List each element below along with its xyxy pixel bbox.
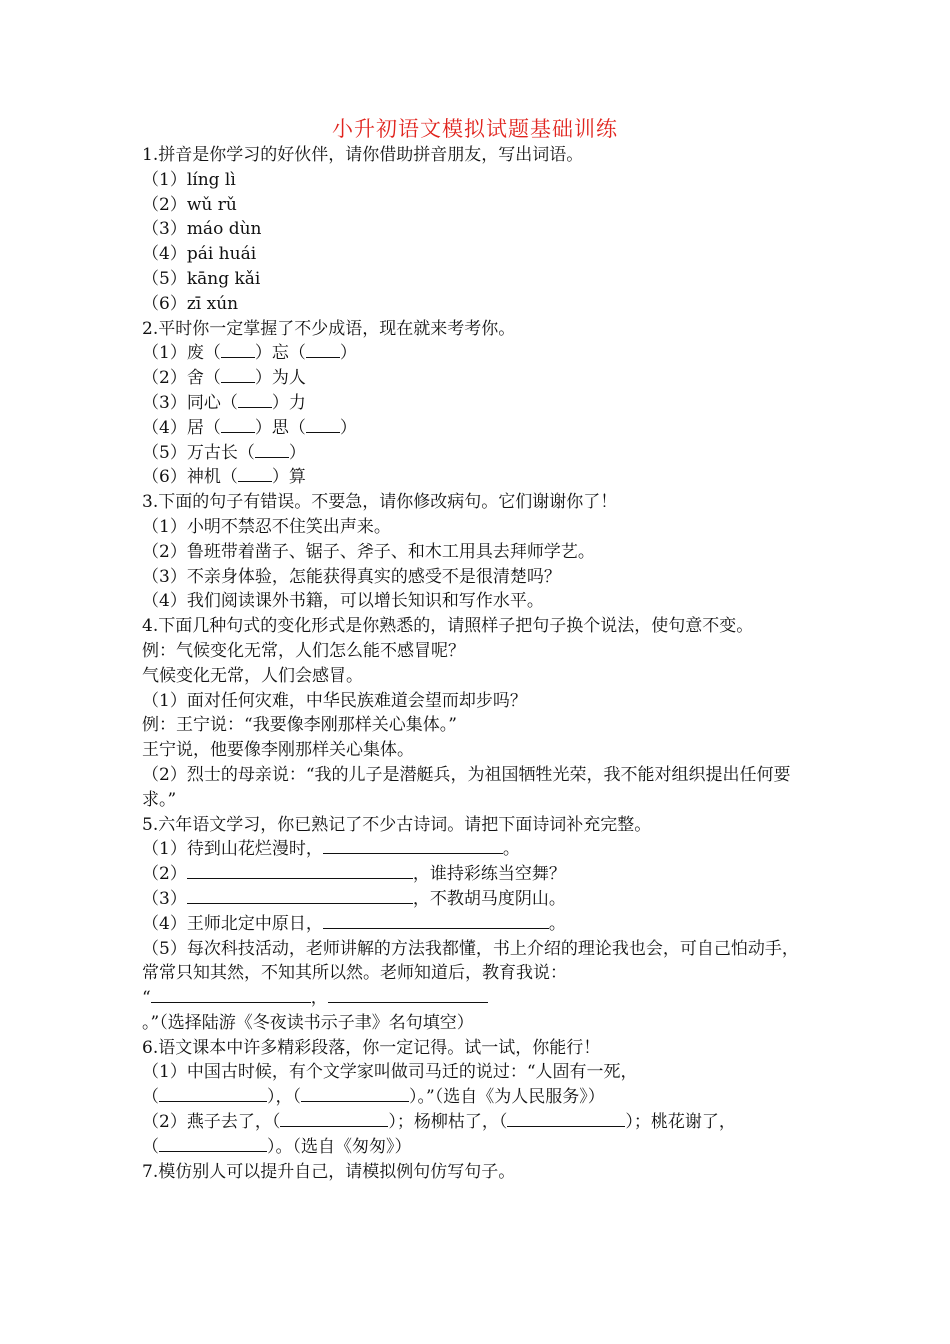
question-7-stem: 7.模仿别人可以提升自己，请模拟例句仿写句子。 xyxy=(142,1161,516,1182)
idiom-text: ） xyxy=(339,417,357,438)
answer-blank[interactable] xyxy=(187,887,413,904)
passage-item xyxy=(142,1135,814,1160)
example-line: 气候变化无常，人们会感冒。 xyxy=(142,665,363,686)
passage-text: ），（ xyxy=(267,1087,301,1108)
idiom-text: ）算 xyxy=(271,467,306,488)
poem-item xyxy=(142,837,814,862)
idiom-text: ）思（ xyxy=(254,417,306,438)
poem-item: （5）每次科技活动，老师讲解的方法我都懂，书上介绍的理论我也会，可自己怕动手，常常只知其然，不知其所以然。老师知道后，教育我说： xyxy=(142,938,799,984)
answer-blank[interactable] xyxy=(221,366,255,383)
answer-blank[interactable] xyxy=(301,1085,409,1102)
sentence-item: （2）鲁班带着凿子、锯子、斧子、和木工用具去拜师学艺。 xyxy=(142,541,595,562)
idiom-text: ）力 xyxy=(271,392,306,413)
poem-quote-line xyxy=(142,986,814,1036)
answer-blank[interactable] xyxy=(280,1110,388,1127)
idiom-text: （3）同心（ xyxy=(142,392,238,413)
pinyin-item: （3）máo dùn xyxy=(142,219,262,240)
idiom-text: （2）舍（ xyxy=(142,368,221,389)
sentence-item: （1）小明不禁忍不住笑出声来。 xyxy=(142,516,391,537)
passage-item xyxy=(142,1110,814,1135)
quote-mark: “ xyxy=(142,988,151,1009)
question-2-stem: 2.平时你一定掌握了不少成语，现在就来考考你。 xyxy=(142,318,516,339)
idiom-text: ）忘（ xyxy=(254,343,306,364)
pinyin-item: （6）zī xún xyxy=(142,293,239,314)
pinyin-item: （2）wǔ rǔ xyxy=(142,194,237,215)
answer-blank[interactable] xyxy=(306,416,340,433)
sentence-item: （3）不亲身体验，怎能获得真实的感受不是很清楚吗？ xyxy=(142,566,561,587)
exercise-item: （1）面对任何灾难，中华民族难道会望而却步吗？ xyxy=(142,690,527,711)
poem-note: （选择陆游《冬夜读书示子聿》名句填空） xyxy=(159,1012,474,1033)
answer-blank[interactable] xyxy=(238,465,272,482)
passage-text: （ xyxy=(142,1087,159,1108)
example-line: 王宁说，他要像李刚那样关心集体。 xyxy=(142,740,414,761)
pinyin-item: （5）kāng kǎi xyxy=(142,268,261,289)
idiom-text: （1）废（ xyxy=(142,343,221,364)
question-4-stem: 4.下面几种句式的变化形式是你熟悉的，请照样子把句子换个说法，使句意不变。 xyxy=(142,616,754,637)
page-title: 小升初语文模拟试题基础训练 xyxy=(332,117,618,141)
quote-mark: 。” xyxy=(142,1012,160,1033)
answer-blank[interactable] xyxy=(323,837,503,854)
answer-blank[interactable] xyxy=(306,341,340,358)
example-line: 例：王宁说：“我要像李刚那样关心集体。” xyxy=(142,715,457,736)
answer-blank[interactable] xyxy=(238,391,272,408)
poem-item xyxy=(142,887,814,912)
poem-item xyxy=(142,912,814,937)
poem-text: ， xyxy=(310,988,328,1009)
idiom-item xyxy=(142,416,814,441)
poem-text: 。 xyxy=(502,839,520,860)
answer-blank[interactable] xyxy=(159,1135,267,1152)
document-body xyxy=(142,143,814,1184)
passage-item: （1）中国古时候，有个文学家叫做司马迁的说过：“人固有一死， xyxy=(142,1062,638,1083)
pinyin-item: （4）pái huái xyxy=(142,244,257,265)
poem-text: 。 xyxy=(548,913,566,934)
example-line: 例：气候变化无常，人们怎么能不感冒呢？ xyxy=(142,640,465,661)
question-6-stem: 6.语文课本中许多精彩段落，你一定记得。试一试，你能行！ xyxy=(142,1037,601,1058)
idiom-text: （6）神机（ xyxy=(142,467,238,488)
answer-blank[interactable] xyxy=(151,986,311,1003)
passage-text: ）。（选自《匆匆》） xyxy=(267,1136,412,1157)
poem-text: ，不教胡马度阴山。 xyxy=(412,888,566,909)
idiom-item xyxy=(142,465,814,490)
poem-text: ，谁持彩练当空舞？ xyxy=(412,864,566,885)
idiom-text: ） xyxy=(339,343,357,364)
passage-text: （2）燕子去了，（ xyxy=(142,1112,281,1133)
answer-blank[interactable] xyxy=(221,341,255,358)
passage-text: ）；桃花谢了， xyxy=(625,1112,736,1133)
idiom-item xyxy=(142,366,814,391)
passage-text: ）。”（选自《为人民服务》） xyxy=(409,1087,605,1108)
idiom-item xyxy=(142,441,814,466)
sentence-item: （4）我们阅读课外书籍，可以增长知识和写作水平。 xyxy=(142,591,544,612)
poem-item xyxy=(142,862,814,887)
poem-text: （4）王师北定中原日， xyxy=(142,913,323,934)
answer-blank[interactable] xyxy=(507,1110,625,1127)
answer-blank[interactable] xyxy=(255,441,289,458)
answer-blank[interactable] xyxy=(159,1085,267,1102)
answer-blank[interactable] xyxy=(328,986,488,1003)
question-5-stem: 5.六年语文学习，你已熟记了不少古诗词。请把下面诗词补充完整。 xyxy=(142,814,652,835)
idiom-text: （5）万古长（ xyxy=(142,442,255,463)
passage-text: （ xyxy=(142,1136,159,1157)
answer-blank[interactable] xyxy=(187,862,413,879)
idiom-text: ）为人 xyxy=(254,368,306,389)
idiom-text: （4）居（ xyxy=(142,417,221,438)
pinyin-item: （1）líng lì xyxy=(142,169,236,190)
exercise-item: （2）烈士的母亲说：“我的儿子是潜艇兵，为祖国牺牲光荣，我不能对组织提出任何要求。” xyxy=(142,764,791,810)
poem-text: （1）待到山花烂漫时， xyxy=(142,839,323,860)
answer-blank[interactable] xyxy=(323,912,549,929)
idiom-item xyxy=(142,341,814,366)
poem-text: （3） xyxy=(142,888,187,909)
idiom-item xyxy=(142,391,814,416)
passage-text: ）；杨柳枯了，（ xyxy=(388,1112,508,1133)
poem-text: （2） xyxy=(142,864,187,885)
answer-blank[interactable] xyxy=(221,416,255,433)
passage-item xyxy=(142,1085,814,1110)
question-3-stem: 3.下面的句子有错误。不要急，请你修改病句。它们谢谢你了！ xyxy=(142,492,618,513)
idiom-text: ） xyxy=(288,442,306,463)
question-1-stem: 1.拼音是你学习的好伙伴，请你借助拼音朋友，写出词语。 xyxy=(142,145,584,165)
